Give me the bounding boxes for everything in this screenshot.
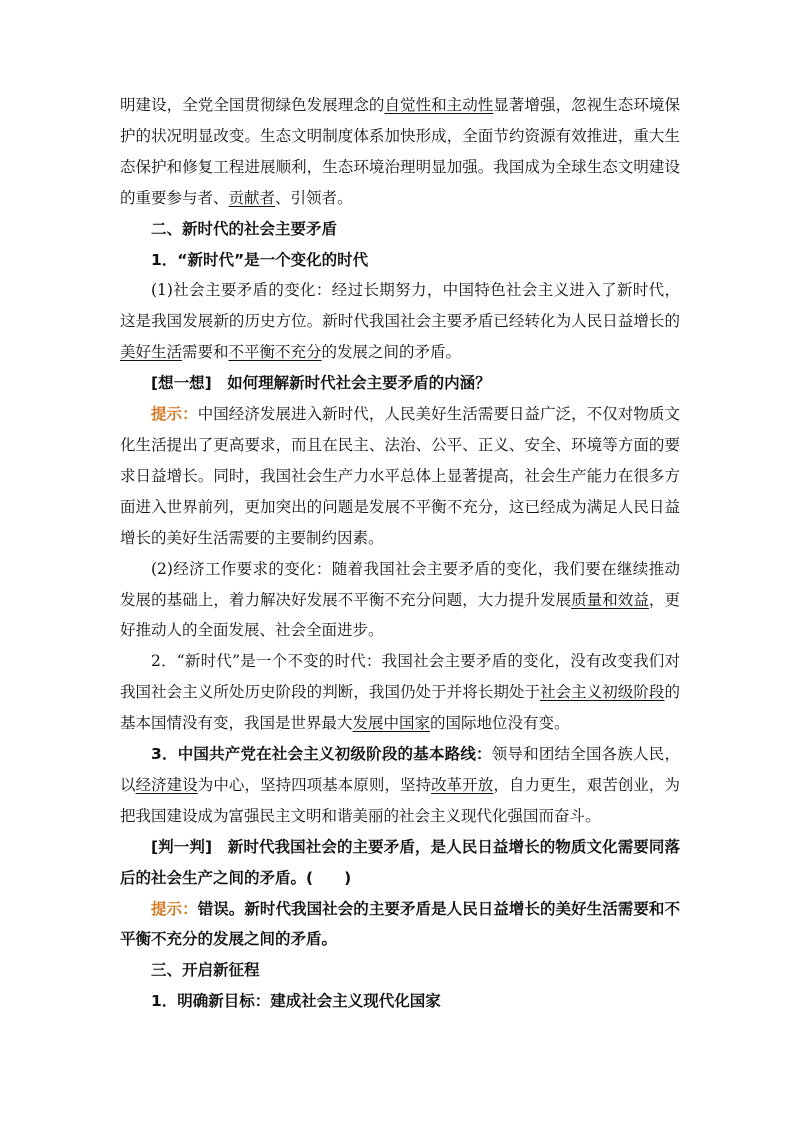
paragraph-basic-line xyxy=(120,739,680,832)
text-run: 领导和团结全国各族人民，以 xyxy=(120,745,680,794)
text-run: 的基本国情没有变，我国是世界最大 xyxy=(120,683,680,733)
section-heading-2: 二、新时代的社会主要矛盾 xyxy=(151,219,338,238)
answer-hint-2 xyxy=(120,894,680,956)
text-run: (1)社会主要矛盾的变化：经过长期努力，中国特色社会主义进入了新时代，这是我国发展新的历史方位。新时代我国社会主要矛盾已经转化为人民日益增长的 xyxy=(120,281,680,331)
text-run: 为中心，坚持四项基本原则，坚持 xyxy=(197,775,432,794)
section-heading-3: 三、开启新征程 xyxy=(151,961,260,980)
question-tag: [判一判] xyxy=(151,837,213,856)
paragraph-unchanged-era xyxy=(120,646,680,739)
underlined-term: 社会主义初级阶段 xyxy=(540,683,665,702)
underlined-term: 贡献者 xyxy=(228,188,276,207)
hint-label: 提示： xyxy=(151,405,198,424)
underlined-term: 经济建设 xyxy=(135,775,198,794)
hint-text: 错误。新时代我国社会的主要矛盾是人民日益增长的美好生活需要和不平衡不充分的发展之间的矛盾。 xyxy=(120,899,680,949)
text-run: 、引领者。 xyxy=(275,188,353,207)
document-page xyxy=(120,90,680,1017)
text-run: (2)经济工作要求的变化：随着我国社会主要矛盾的变化，我们要在继续推动发展的基础上，着力解决好发展不平衡不充分问题，大力提升发展 xyxy=(120,559,680,609)
answer-hint-1 xyxy=(120,399,680,554)
hint-text: 中国经济发展进入新时代，人民美好生活需要日益广泛，不仅对物质文化生活提出了更高要求，而且在民主、法治、公平、正义、安全、环境等方面的要求日益增长。同时，我国社会生产力水平总体上显著提高，社会生产能力在很多方面进入世界前列，更加突出的问题是发展不平衡不充分，这已经成为满足人民日益增长的美好生活需要的主要制约因素。 xyxy=(120,405,680,547)
question-text: 新时代我国社会的主要矛盾，是人民日益增长的物质文化需要同落后的社会生产之间的矛盾。( ) xyxy=(120,837,680,887)
text-run: ，自力更生，艰苦创业，为把我国建设成为富强民主文明和谐美丽的社会主义现代化强国而奋斗。 xyxy=(120,775,680,825)
text-run: 明建设，全党全国贯彻绿色发展理念的 xyxy=(120,96,385,114)
underlined-term: 不平衡不充分 xyxy=(228,343,322,362)
text-run: 的发展之间的矛盾。 xyxy=(321,343,462,362)
text-run: ，更好推动人的全面发展、社会全面进步。 xyxy=(120,590,680,640)
hint-label: 提示： xyxy=(151,899,198,918)
underlined-term: 改革开放 xyxy=(431,775,494,794)
question-tag: [想一想] xyxy=(151,374,212,393)
paragraph-economic-work xyxy=(120,554,680,647)
text-run: 2．“新时代”是一个不变的时代：我国社会主要矛盾的变化，没有改变我们对我国社会主义所处历史阶段的判断，我国仍处于并将长期处于 xyxy=(120,652,680,702)
paragraph-ecology xyxy=(120,90,680,214)
text-run: 显著增强，忽视生态环境保护的状况明显改变。生态文明制度体系加快形成，全面节约资源有效推进，重大生态保护和修复工程进展顺利，生态环境治理明显加强。我国成为全球生态文明建设的重要参与者、 xyxy=(120,96,680,207)
lead-text: 3．中国共产党在社会主义初级阶段的基本路线： xyxy=(151,745,492,764)
text-run: 的国际地位没有变。 xyxy=(430,714,570,733)
subheading-3-1: 1．明确新目标：建成社会主义现代化国家 xyxy=(151,992,441,1011)
text-run: 需要和 xyxy=(182,343,229,362)
underlined-term: 美好生活 xyxy=(120,343,183,362)
question-text: 如何理解新时代社会主要矛盾的内涵？ xyxy=(211,374,491,393)
subheading-2-1: 1．“新时代”是一个变化的时代 xyxy=(151,250,369,269)
question-think xyxy=(120,368,680,399)
underlined-term: 质量和效益 xyxy=(571,590,649,609)
question-judge xyxy=(120,832,680,894)
paragraph-contradiction-change xyxy=(120,275,680,368)
underlined-term: 自觉性和主动性 xyxy=(384,96,494,114)
underlined-term: 发展中国家 xyxy=(352,714,431,733)
